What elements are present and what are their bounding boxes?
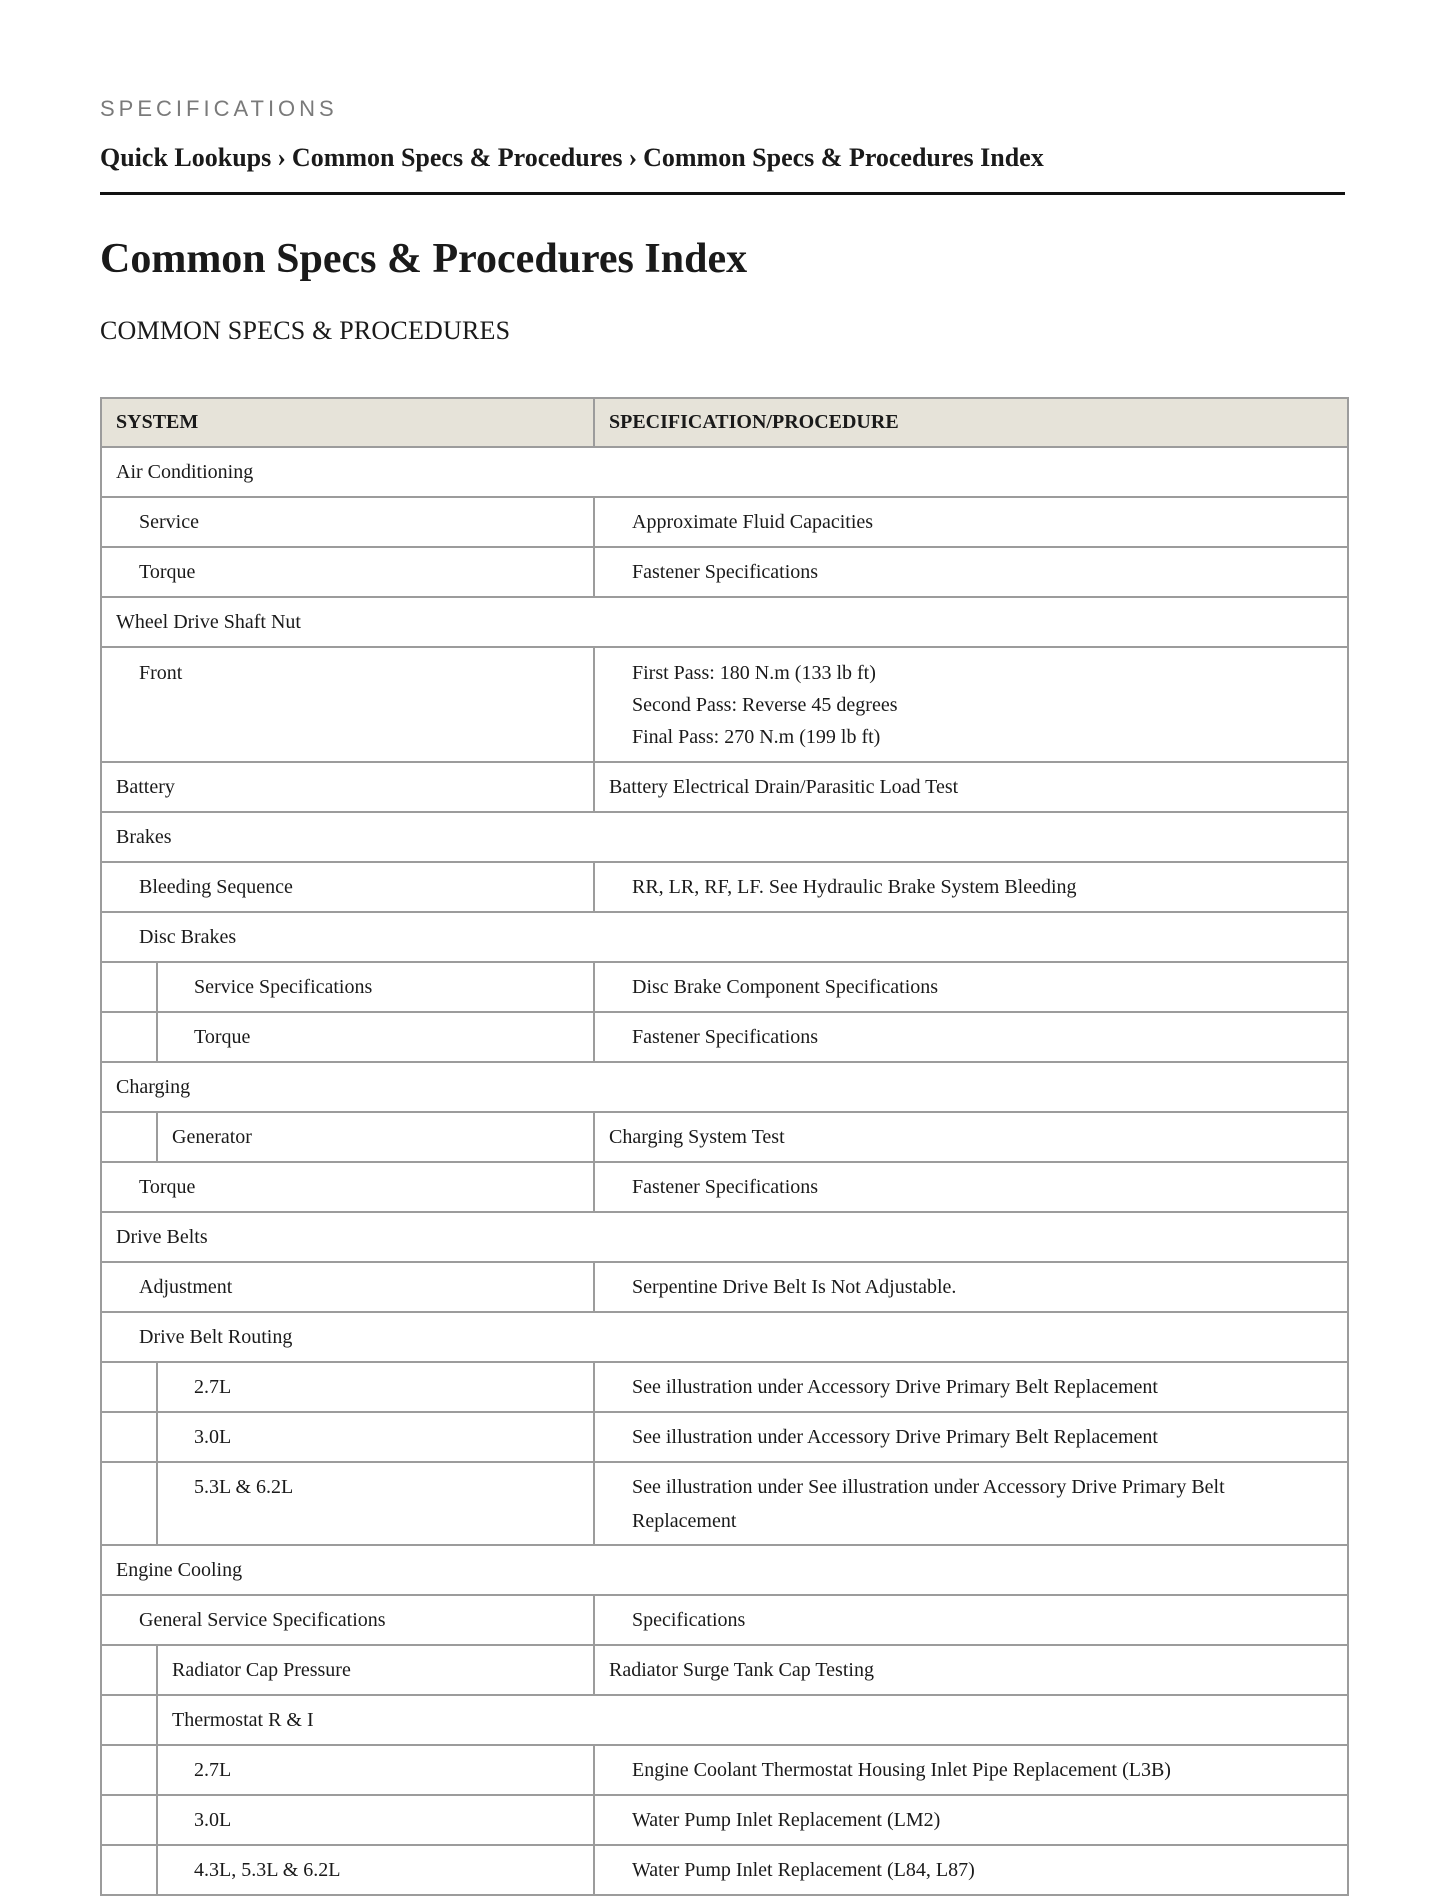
section-title: COMMON SPECS & PROCEDURES — [100, 316, 511, 345]
column-header-system: SYSTEM — [101, 398, 594, 447]
table-row — [101, 1695, 1348, 1745]
indent-cell — [101, 1745, 157, 1795]
procedure-link[interactable]: Water Pump Inlet Replacement (LM2) — [632, 1809, 941, 1831]
category-label: Drive Belts — [116, 1226, 208, 1248]
system-cell: Service Specifications — [194, 976, 373, 998]
table-row — [101, 1545, 1348, 1595]
table-row — [101, 1645, 1348, 1695]
category-label: Engine Cooling — [116, 1559, 243, 1581]
procedure-link[interactable]: RR, LR, RF, LF. See Hydraulic Brake System Bleeding — [632, 876, 1077, 898]
breadcrumb — [100, 142, 1345, 195]
system-cell: Bleeding Sequence — [139, 876, 293, 898]
procedure-link[interactable]: Fastener Specifications — [632, 561, 819, 583]
table-row — [101, 1462, 1348, 1545]
indent-cell — [101, 1695, 157, 1745]
table-row — [101, 1745, 1348, 1795]
procedure-link[interactable]: Radiator Surge Tank Cap Testing — [609, 1659, 874, 1681]
category-label: Battery — [116, 776, 175, 798]
table-row — [101, 1112, 1348, 1162]
breadcrumb-separator: › — [628, 143, 638, 172]
table-row — [101, 497, 1348, 547]
section-eyebrow: SPECIFICATIONS — [100, 96, 338, 121]
system-cell: Generator — [172, 1126, 252, 1148]
procedure-link[interactable]: Fastener Specifications — [632, 1026, 819, 1048]
table-row — [101, 597, 1348, 647]
system-cell: 3.0L — [194, 1426, 232, 1448]
system-cell: 4.3L, 5.3L & 6.2L — [194, 1859, 341, 1881]
table-row — [101, 812, 1348, 862]
breadcrumb-item-current: Common Specs & Procedures Index — [643, 143, 1044, 172]
procedure-link[interactable]: Fastener Specifications — [632, 1176, 819, 1198]
procedure-link[interactable]: See illustration under Accessory Drive Primary Belt Replacement — [632, 1376, 1158, 1398]
system-cell: Service — [139, 511, 199, 533]
system-cell: Radiator Cap Pressure — [172, 1659, 351, 1681]
procedure-link[interactable]: Battery Electrical Drain/Parasitic Load Test — [609, 776, 959, 798]
indent-cell — [101, 962, 157, 1012]
system-cell: General Service Specifications — [139, 1609, 386, 1631]
procedure-link[interactable]: See illustration under Accessory Drive Primary Belt Replacement — [632, 1426, 1158, 1448]
table-row — [101, 862, 1348, 912]
procedure-link[interactable]: Specifications — [632, 1609, 746, 1631]
system-cell: Front — [139, 662, 183, 684]
breadcrumb-item-quick-lookups[interactable]: Quick Lookups — [100, 143, 272, 172]
system-cell: Adjustment — [139, 1276, 233, 1298]
table-row — [101, 1412, 1348, 1462]
table-row — [101, 1795, 1348, 1845]
torque-first-pass: First Pass: 180 N.m (133 lb ft) — [632, 662, 876, 684]
table-row — [101, 1062, 1348, 1112]
procedure-link[interactable]: Water Pump Inlet Replacement (L84, L87) — [632, 1859, 975, 1881]
indent-cell — [101, 1012, 157, 1062]
table-row — [101, 762, 1348, 812]
indent-cell — [101, 1412, 157, 1462]
table-row — [101, 962, 1348, 1012]
indent-cell — [101, 1462, 157, 1545]
page-title: Common Specs & Procedures Index — [100, 236, 748, 282]
table-row — [101, 447, 1348, 497]
specs-table — [100, 397, 1349, 1896]
procedure-link[interactable]: Approximate Fluid Capacities — [632, 511, 874, 533]
indent-cell — [101, 1845, 157, 1895]
system-cell: Torque — [139, 561, 196, 583]
indent-cell — [101, 1112, 157, 1162]
system-cell: 5.3L & 6.2L — [194, 1476, 294, 1498]
table-row — [101, 1262, 1348, 1312]
table-row — [101, 912, 1348, 962]
table-row — [101, 1162, 1348, 1212]
column-header-specification: SPECIFICATION/PROCEDURE — [594, 398, 1348, 447]
table-row — [101, 1845, 1348, 1895]
category-label: Charging — [116, 1076, 191, 1098]
category-label: Air Conditioning — [116, 461, 254, 483]
system-cell: 2.7L — [194, 1376, 232, 1398]
subcategory-label: Thermostat R & I — [172, 1709, 314, 1731]
torque-spec-cell — [595, 648, 1347, 761]
system-cell: 2.7L — [194, 1759, 232, 1781]
indent-cell — [101, 1645, 157, 1695]
category-label: Brakes — [116, 826, 172, 848]
indent-cell — [101, 1362, 157, 1412]
table-row — [101, 1362, 1348, 1412]
procedure-link[interactable]: See illustration under See illustration under Accessory Drive Primary Belt Replacement — [632, 1476, 1225, 1532]
subcategory-label: Drive Belt Routing — [139, 1326, 293, 1348]
torque-final-pass: Final Pass: 270 N.m (199 lb ft) — [632, 726, 881, 748]
procedure-link[interactable]: Charging System Test — [609, 1126, 785, 1148]
table-row — [101, 547, 1348, 597]
system-cell: Torque — [139, 1176, 196, 1198]
torque-second-pass: Second Pass: Reverse 45 degrees — [632, 694, 898, 716]
subcategory-label: Disc Brakes — [139, 926, 237, 948]
table-row — [101, 1012, 1348, 1062]
system-cell: 3.0L — [194, 1809, 232, 1831]
indent-cell — [101, 1795, 157, 1845]
table-row — [101, 1212, 1348, 1262]
breadcrumb-item-common-specs[interactable]: Common Specs & Procedures — [291, 143, 623, 172]
procedure-text: Serpentine Drive Belt Is Not Adjustable. — [632, 1276, 957, 1298]
table-row — [101, 647, 1348, 762]
category-label: Wheel Drive Shaft Nut — [116, 611, 301, 633]
table-header-row — [101, 398, 1348, 447]
procedure-link[interactable]: Engine Coolant Thermostat Housing Inlet Pipe Replacement (L3B) — [632, 1759, 1171, 1781]
procedure-link[interactable]: Disc Brake Component Specifications — [632, 976, 939, 998]
table-row — [101, 1312, 1348, 1362]
breadcrumb-separator: › — [277, 143, 286, 172]
table-row — [101, 1595, 1348, 1645]
system-cell: Torque — [194, 1026, 251, 1048]
